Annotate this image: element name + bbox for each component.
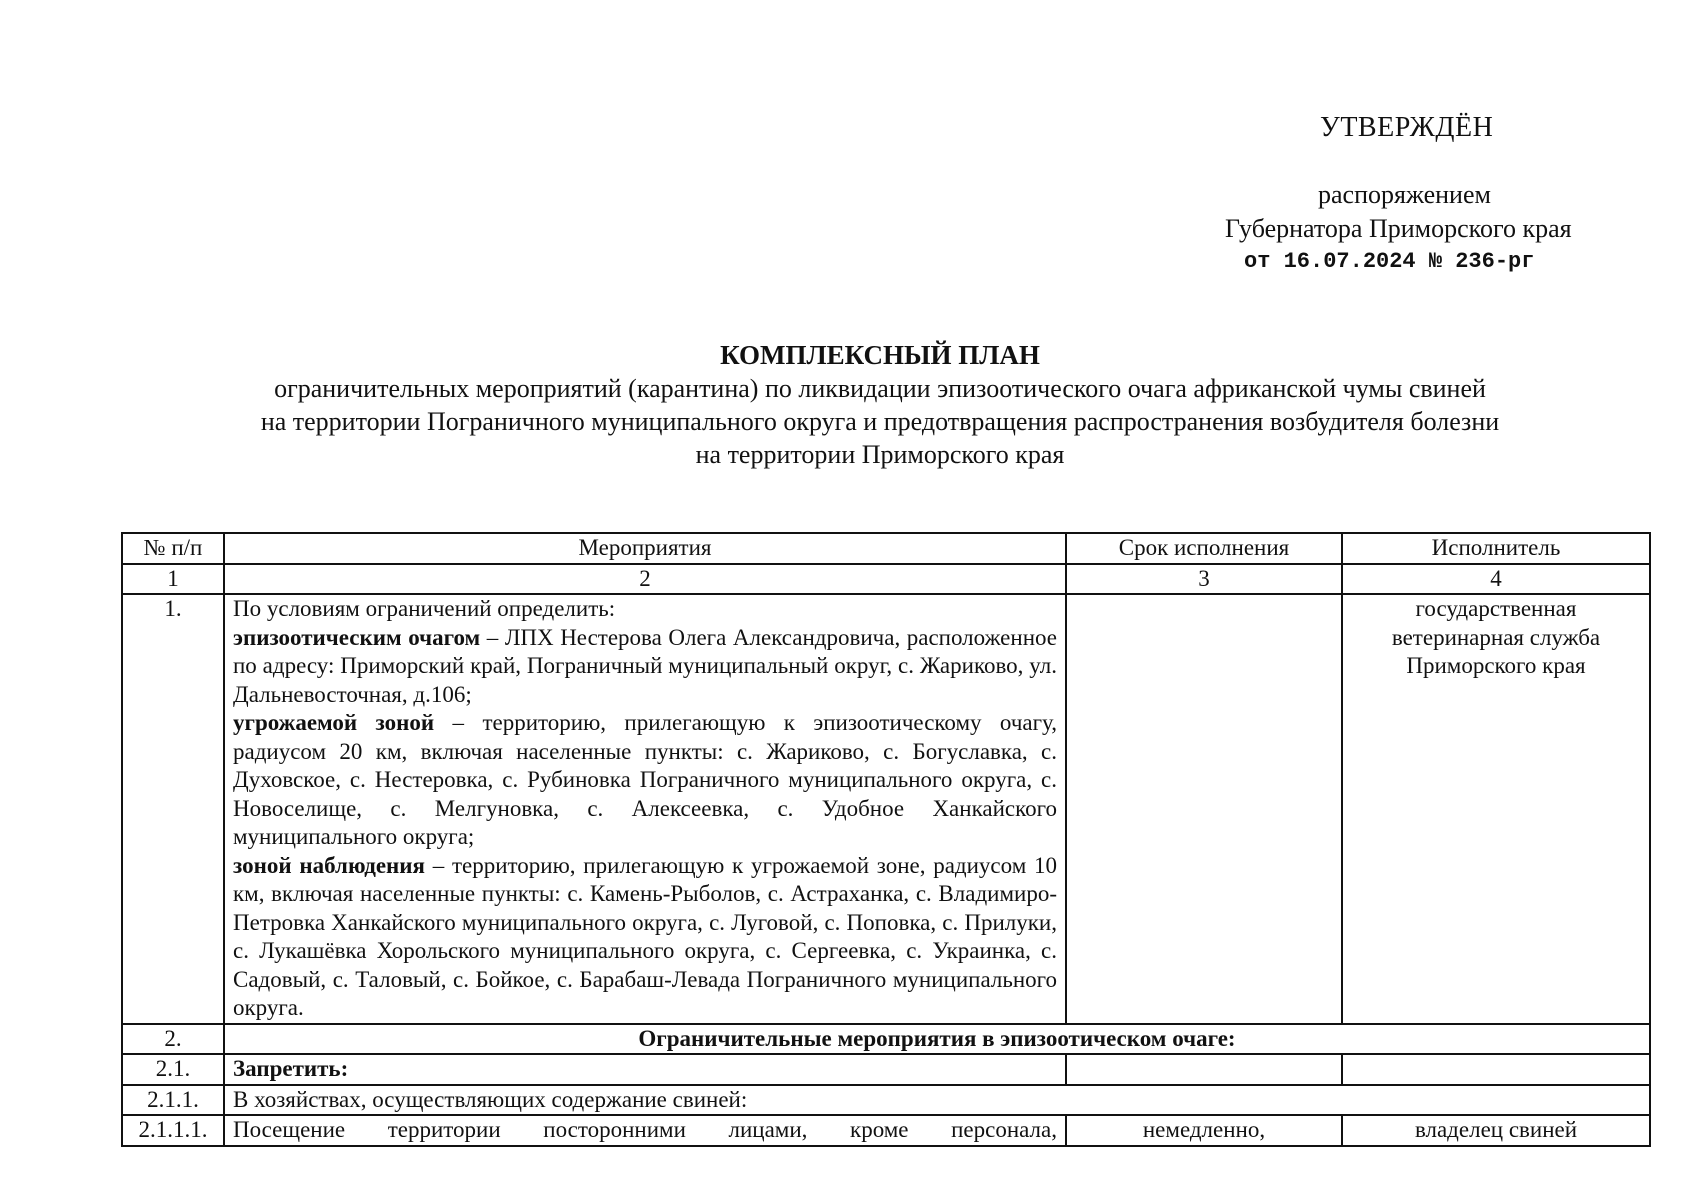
row-intro: По условиям ограничений определить:: [233, 596, 616, 621]
row-measures: [224, 594, 1066, 1024]
approval-line-governor: Губернатора Приморского края: [1225, 214, 1572, 243]
column-number-2: 2: [224, 564, 1066, 595]
row-measures: Запретить:: [224, 1054, 1066, 1085]
row-measures: Посещение территории посторонними лицами, кроме персонала,: [224, 1115, 1066, 1146]
table-header-row: [122, 533, 1650, 564]
row-number: 2.1.: [122, 1054, 224, 1085]
page-title: КОМПЛЕКСНЫЙ ПЛАН: [720, 340, 1040, 370]
watch-zone-paragraph: [233, 852, 1057, 1023]
table-row: [122, 1115, 1650, 1146]
column-number-1: 1: [122, 564, 224, 595]
approved-label: УТВЕРЖДЁН: [1320, 112, 1494, 143]
threat-zone-term: угрожаемой зоной: [233, 710, 435, 735]
row-deadline: [1066, 1054, 1342, 1085]
focus-paragraph: [233, 624, 1057, 710]
row-deadline: [1066, 594, 1342, 1024]
row-executor: государственная ветеринарная служба Приморского края: [1342, 594, 1650, 1024]
plan-table: [121, 532, 1651, 1147]
table-row: [122, 1054, 1650, 1085]
threat-zone-paragraph: [233, 709, 1057, 852]
header-deadline: Срок исполнения: [1066, 533, 1342, 564]
column-number-row: [122, 564, 1650, 595]
subtitle-line-3: на территории Приморского края: [695, 440, 1065, 469]
column-number-3: 3: [1066, 564, 1342, 595]
row-number: 2.1.1.1.: [122, 1115, 224, 1146]
focus-text: – ЛПХ Нестерова Олега Александровича, расположенное по адресу: Приморский край, Пограничный муниципальный округ, с. Жариково, ул. Дальневосточная, д.106;: [233, 624, 1057, 707]
table-row: [122, 1024, 1650, 1055]
title-block: [120, 338, 1640, 471]
header-executor: Исполнитель: [1342, 533, 1650, 564]
row-deadline: немедленно,: [1066, 1115, 1342, 1146]
table-row: [122, 594, 1650, 1024]
decree-number: от 16.07.2024 № 236-рг: [1244, 249, 1535, 274]
row-number: 2.: [122, 1024, 224, 1055]
watch-zone-text: – территорию, прилегающую к угрожаемой зоне, радиусом 10 км, включая населенные пункты: с. Камень-Рыболов, с. Астраханка, с. Владимиро-Петровка Ханкайского муниципального округа, с. Луговой, с. Поповка, с. Прилуки, с. Лукашёвка Хорольского муниципального округа, с. Сергеевка, с. Украинка, с. Садовый, с. Таловый, с. Бойкое, с. Барабаш-Левада Пограничного муниципального округа.: [233, 852, 1057, 1020]
row-number: 2.1.1.: [122, 1085, 224, 1116]
column-number-4: 4: [1342, 564, 1650, 595]
subtitle-line-1: ограничительных мероприятий (карантина) по ликвидации эпизоотического очага африканской чумы свиней: [274, 374, 1486, 403]
section-heading: Ограничительные мероприятия в эпизоотическом очаге:: [224, 1024, 1650, 1055]
watch-zone-term: зоной наблюдения: [233, 852, 425, 878]
header-measures: Мероприятия: [224, 533, 1066, 564]
row-number: 1.: [122, 594, 224, 1024]
threat-zone-text: – территорию, прилегающую к эпизоотическому очагу, радиусом 20 км, включая населенные пункты: с. Жариково, с. Богуславка, с. Духовское, с. Нестеровка, с. Рубиновка Пограничного муниципального округа, с. Новоселище, с. Мелгуновка, с. Алексеевка, с. Удобное Ханкайского муниципального округа;: [233, 710, 1057, 849]
approval-line-order: распоряжением: [1318, 180, 1491, 209]
row-measures: В хозяйствах, осуществляющих содержание свиней:: [224, 1085, 1650, 1116]
row-executor: [1342, 1054, 1650, 1085]
subtitle-line-2: на территории Пограничного муниципального округа и предотвращения распространения возбудителя болезни: [260, 407, 1500, 436]
row-executor: владелец свиней: [1342, 1115, 1650, 1146]
table-row: [122, 1085, 1650, 1116]
focus-term: эпизоотическим очагом: [233, 624, 481, 650]
header-number: № п/п: [122, 533, 224, 564]
